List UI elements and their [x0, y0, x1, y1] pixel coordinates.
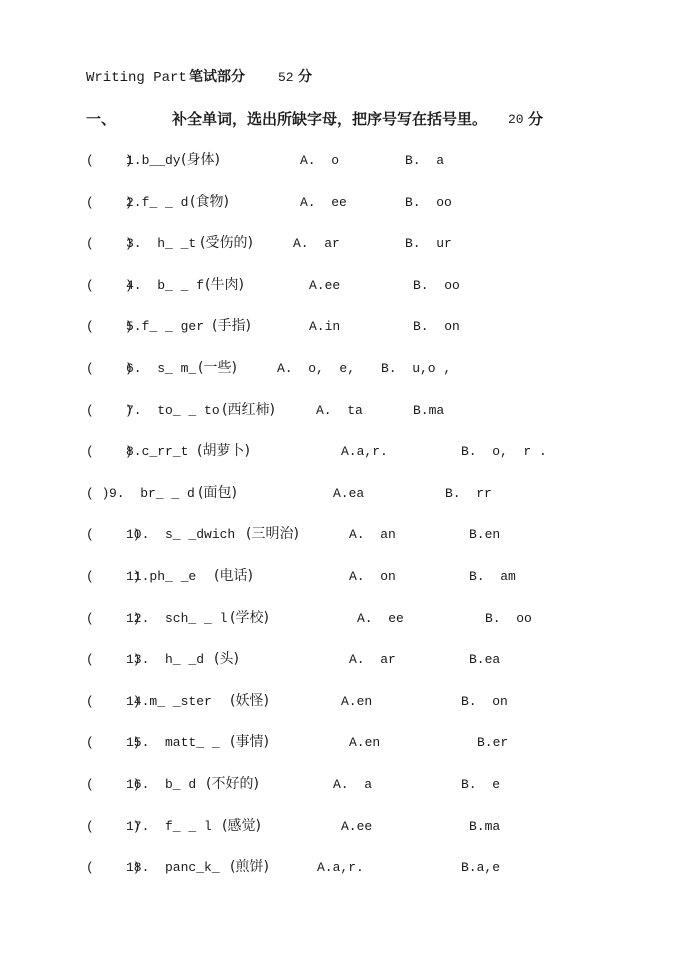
option-a: A.in	[309, 319, 341, 334]
option-b: B.ea	[469, 652, 501, 667]
question-word: 11.ph_ _e	[126, 569, 197, 584]
question-meaning: (身体)	[181, 152, 220, 168]
option-b: B. a	[405, 153, 445, 168]
option-a: A.ea	[333, 486, 365, 501]
section-number: 一、	[86, 110, 117, 128]
question-word: 4. b_ _ f	[126, 278, 205, 293]
question-meaning: (事情)	[230, 734, 269, 750]
question-meaning: (三明治)	[246, 526, 299, 542]
option-b: B. oo	[413, 278, 460, 293]
section-instruction: 补全单词，选出所缺字母，把序号写在括号里。	[172, 110, 488, 128]
answer-blank[interactable]: ( )	[86, 319, 133, 334]
option-a: A. ar	[349, 652, 396, 667]
option-a: A.en	[349, 735, 381, 750]
question-meaning: (面包)	[198, 485, 237, 501]
answer-blank[interactable]: ( )	[86, 486, 110, 501]
option-b: B. ur	[405, 236, 452, 251]
section-score-unit: 分	[528, 110, 544, 128]
answer-blank[interactable]: ( )	[86, 777, 141, 792]
question-meaning: (胡萝卜)	[197, 443, 250, 459]
question-word: 15. matt_ _	[126, 735, 220, 750]
question-word: 18. panc_k_	[126, 860, 220, 875]
question-meaning: (妖怪)	[230, 693, 269, 709]
answer-blank[interactable]: ( )	[86, 361, 133, 376]
header-score-unit: 分	[298, 69, 312, 85]
option-b: B.er	[477, 735, 509, 750]
option-a: A. ee	[357, 611, 404, 626]
question-word: 1.b__dy	[126, 153, 181, 168]
option-b: B. am	[469, 569, 516, 584]
option-a: A.a,r.	[341, 444, 388, 459]
option-b: B. o, r .	[461, 444, 547, 459]
question-word: 7. to_ _ to	[126, 403, 220, 418]
option-b: B.en	[469, 527, 501, 542]
option-a: A. o	[300, 153, 340, 168]
answer-blank[interactable]: ( )	[86, 819, 141, 834]
question-meaning: (电话)	[214, 568, 253, 584]
option-a: A. ta	[316, 403, 363, 418]
question-meaning: (牛肉)	[205, 277, 244, 293]
question-word: 8.c_rr_t	[126, 444, 189, 459]
answer-blank[interactable]: ( )	[86, 195, 133, 210]
option-b: B. on	[413, 319, 460, 334]
option-a: A.ee	[341, 819, 373, 834]
answer-blank[interactable]: ( )	[86, 236, 133, 251]
question-word: 10. s_ _dwich	[126, 527, 236, 542]
question-meaning: (学校)	[230, 610, 269, 626]
question-meaning: (感觉)	[222, 818, 261, 834]
answer-blank[interactable]: ( )	[86, 611, 141, 626]
question-word: 3. h_ _t	[126, 236, 197, 251]
question-meaning: (受伤的)	[200, 235, 253, 251]
question-word: 5.f_ _ ger	[126, 319, 205, 334]
option-a: A. ee	[300, 195, 347, 210]
question-word: 9. br_ _ d	[109, 486, 195, 501]
option-b: B. oo	[485, 611, 532, 626]
option-b: B. u,o ,	[381, 361, 452, 376]
option-b: B.ma	[413, 403, 445, 418]
header-score-num: 52	[278, 70, 294, 85]
answer-blank[interactable]: ( )	[86, 527, 141, 542]
question-meaning: (不好的)	[206, 776, 259, 792]
option-a: A.ee	[309, 278, 341, 293]
option-b: B. oo	[405, 195, 452, 210]
answer-blank[interactable]: ( )	[86, 652, 141, 667]
answer-blank[interactable]: ( )	[86, 860, 141, 875]
question-word: 2.f_ _ d	[126, 195, 189, 210]
question-meaning: (西红柿)	[222, 402, 275, 418]
answer-blank[interactable]: ( )	[86, 403, 133, 418]
answer-blank[interactable]: ( )	[86, 153, 133, 168]
option-a: A. o, e,	[277, 361, 356, 376]
question-meaning: (煎饼)	[230, 859, 269, 875]
option-b: B.ma	[469, 819, 501, 834]
answer-blank[interactable]: ( )	[86, 278, 133, 293]
option-a: A. on	[349, 569, 396, 584]
option-a: A. an	[349, 527, 396, 542]
answer-blank[interactable]: ( )	[86, 694, 141, 709]
question-word: 6. s_ m_	[126, 361, 197, 376]
option-b: B. on	[461, 694, 508, 709]
option-a: A. ar	[293, 236, 340, 251]
question-word: 14.m_ _ster	[126, 694, 212, 709]
question-word: 17. f_ _ l	[126, 819, 212, 834]
option-b: B.a,e	[461, 860, 501, 875]
option-b: B. rr	[445, 486, 492, 501]
answer-blank[interactable]: ( )	[86, 444, 133, 459]
answer-blank[interactable]: ( )	[86, 569, 141, 584]
question-meaning: (食物)	[190, 194, 229, 210]
header-title-en: Writing Part	[86, 70, 187, 86]
question-meaning: (手指)	[212, 318, 251, 334]
question-meaning: (一些)	[198, 360, 237, 376]
option-a: A. a	[333, 777, 373, 792]
answer-blank[interactable]: ( )	[86, 735, 141, 750]
option-a: A.a,r.	[317, 860, 364, 875]
question-word: 16. b_ d	[126, 777, 197, 792]
question-meaning: (头)	[214, 651, 239, 667]
option-b: B. e	[461, 777, 501, 792]
header-title-cn: 笔试部分	[189, 69, 245, 85]
question-word: 12. sch_ _ l	[126, 611, 228, 626]
section-score-num: 20	[508, 112, 524, 127]
option-a: A.en	[341, 694, 373, 709]
question-word: 13. h_ _d	[126, 652, 205, 667]
